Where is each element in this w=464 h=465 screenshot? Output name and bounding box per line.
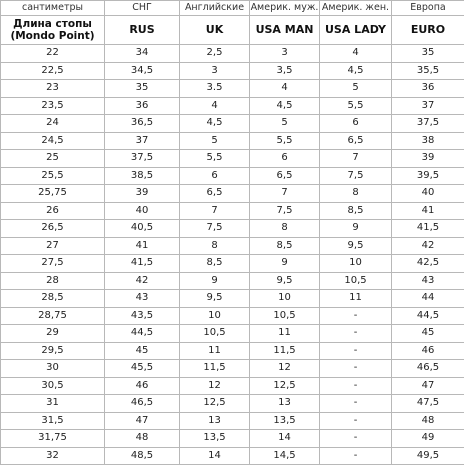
cell-usa-lady: 6: [320, 115, 392, 133]
cell-usa-man: 14: [250, 430, 320, 448]
table-row: [1, 237, 464, 255]
cell-usa-man: 11,5: [250, 342, 320, 360]
cell-cm: 24,5: [1, 132, 105, 150]
table-row: [1, 202, 464, 220]
cell-rus: 42: [105, 272, 180, 290]
cell-rus: 45: [105, 342, 180, 360]
cell-usa-man: 9,5: [250, 272, 320, 290]
cell-usa-man: 5,5: [250, 132, 320, 150]
cell-euro: 41,5: [392, 220, 464, 238]
cell-euro: 46: [392, 342, 464, 360]
cell-usa-lady: -: [320, 360, 392, 378]
cell-usa-man: 8,5: [250, 237, 320, 255]
table-row: [1, 360, 464, 378]
cell-rus: 36,5: [105, 115, 180, 133]
subheader-rus: RUS: [105, 16, 180, 45]
table-row: [1, 447, 464, 465]
subheader-row: [1, 16, 464, 45]
cell-uk: 12: [180, 377, 250, 395]
cell-uk: 9,5: [180, 290, 250, 308]
cell-usa-lady: 7: [320, 150, 392, 168]
cell-cm: 25,75: [1, 185, 105, 203]
cell-uk: 3: [180, 62, 250, 80]
cell-usa-lady: 8,5: [320, 202, 392, 220]
cell-rus: 44,5: [105, 325, 180, 343]
cell-rus: 48: [105, 430, 180, 448]
cell-usa-man: 10,5: [250, 307, 320, 325]
subheader-usa-lady: USA LADY: [320, 16, 392, 45]
table-row: [1, 272, 464, 290]
cell-cm: 32: [1, 447, 105, 465]
cell-rus: 36: [105, 97, 180, 115]
cell-euro: 38: [392, 132, 464, 150]
cell-uk: 10,5: [180, 325, 250, 343]
cell-rus: 46,5: [105, 395, 180, 413]
subheader-foot-length: [1, 16, 105, 45]
table-row: [1, 97, 464, 115]
cell-uk: 4,5: [180, 115, 250, 133]
cell-cm: 25,5: [1, 167, 105, 185]
cell-uk: 13,5: [180, 430, 250, 448]
cell-rus: 47: [105, 412, 180, 430]
cell-usa-lady: 5: [320, 80, 392, 98]
cell-usa-man: 13: [250, 395, 320, 413]
table-row: [1, 220, 464, 238]
cell-uk: 4: [180, 97, 250, 115]
header-us-women: Америк. жен.: [320, 1, 392, 16]
cell-euro: 41: [392, 202, 464, 220]
cell-usa-man: 4,5: [250, 97, 320, 115]
table-row: [1, 395, 464, 413]
cell-usa-lady: -: [320, 430, 392, 448]
cell-cm: 25: [1, 150, 105, 168]
cell-usa-lady: 4: [320, 45, 392, 63]
cell-usa-lady: 9: [320, 220, 392, 238]
cell-euro: 47,5: [392, 395, 464, 413]
cell-rus: 41: [105, 237, 180, 255]
cell-euro: 49: [392, 430, 464, 448]
cell-cm: 27: [1, 237, 105, 255]
subheader-usa-man: USA MAN: [250, 16, 320, 45]
table-row: [1, 115, 464, 133]
table-row: [1, 132, 464, 150]
cell-rus: 38,5: [105, 167, 180, 185]
cell-cm: 23,5: [1, 97, 105, 115]
cell-usa-lady: -: [320, 447, 392, 465]
cell-usa-lady: 5,5: [320, 97, 392, 115]
cell-usa-lady: 8: [320, 185, 392, 203]
cell-rus: 40,5: [105, 220, 180, 238]
cell-usa-man: 6: [250, 150, 320, 168]
cell-usa-lady: 11: [320, 290, 392, 308]
header-centimeters: сантиметры: [1, 1, 105, 16]
table-row: [1, 412, 464, 430]
cell-uk: 8,5: [180, 255, 250, 273]
header-english: Английские: [180, 1, 250, 16]
cell-rus: 34: [105, 45, 180, 63]
subheader-foot-length-line2: (Mondo Point): [1, 30, 104, 42]
table-row: [1, 377, 464, 395]
cell-usa-man: 13,5: [250, 412, 320, 430]
cell-euro: 43: [392, 272, 464, 290]
cell-uk: 7,5: [180, 220, 250, 238]
table-row: [1, 185, 464, 203]
cell-usa-lady: -: [320, 307, 392, 325]
table-row: [1, 290, 464, 308]
cell-rus: 40: [105, 202, 180, 220]
header-europe: Европа: [392, 1, 464, 16]
cell-cm: 30,5: [1, 377, 105, 395]
cell-uk: 3.5: [180, 80, 250, 98]
cell-cm: 26: [1, 202, 105, 220]
cell-usa-man: 14,5: [250, 447, 320, 465]
cell-euro: 44,5: [392, 307, 464, 325]
cell-usa-man: 3,5: [250, 62, 320, 80]
cell-uk: 7: [180, 202, 250, 220]
cell-usa-man: 5: [250, 115, 320, 133]
cell-uk: 8: [180, 237, 250, 255]
cell-usa-lady: 7,5: [320, 167, 392, 185]
cell-euro: 35,5: [392, 62, 464, 80]
cell-euro: 39,5: [392, 167, 464, 185]
cell-usa-lady: 10: [320, 255, 392, 273]
cell-usa-man: 9: [250, 255, 320, 273]
cell-euro: 46,5: [392, 360, 464, 378]
cell-usa-man: 7,5: [250, 202, 320, 220]
cell-uk: 11: [180, 342, 250, 360]
cell-euro: 39: [392, 150, 464, 168]
table-row: [1, 307, 464, 325]
header-us-men: Америк. муж.: [250, 1, 320, 16]
cell-euro: 36: [392, 80, 464, 98]
cell-rus: 41,5: [105, 255, 180, 273]
subheader-uk: UK: [180, 16, 250, 45]
cell-uk: 11,5: [180, 360, 250, 378]
cell-uk: 2,5: [180, 45, 250, 63]
cell-uk: 13: [180, 412, 250, 430]
subheader-euro: EURO: [392, 16, 464, 45]
cell-rus: 48,5: [105, 447, 180, 465]
cell-cm: 31: [1, 395, 105, 413]
cell-cm: 27,5: [1, 255, 105, 273]
cell-euro: 37: [392, 97, 464, 115]
cell-cm: 24: [1, 115, 105, 133]
cell-usa-man: 4: [250, 80, 320, 98]
cell-cm: 31,75: [1, 430, 105, 448]
subheader-foot-length-line1: Длина стопы: [1, 18, 104, 30]
cell-uk: 6: [180, 167, 250, 185]
cell-uk: 5,5: [180, 150, 250, 168]
cell-rus: 43,5: [105, 307, 180, 325]
cell-rus: 43: [105, 290, 180, 308]
cell-rus: 35: [105, 80, 180, 98]
cell-cm: 28,75: [1, 307, 105, 325]
cell-usa-man: 10: [250, 290, 320, 308]
cell-usa-man: 12: [250, 360, 320, 378]
table-body: [1, 1, 464, 465]
cell-cm: 31,5: [1, 412, 105, 430]
cell-euro: 37,5: [392, 115, 464, 133]
cell-cm: 22: [1, 45, 105, 63]
cell-usa-man: 11: [250, 325, 320, 343]
table-row: [1, 62, 464, 80]
cell-euro: 49,5: [392, 447, 464, 465]
cell-euro: 48: [392, 412, 464, 430]
cell-euro: 47: [392, 377, 464, 395]
cell-uk: 10: [180, 307, 250, 325]
table-row: [1, 342, 464, 360]
cell-rus: 39: [105, 185, 180, 203]
cell-usa-lady: 6,5: [320, 132, 392, 150]
table-row: [1, 255, 464, 273]
cell-uk: 12,5: [180, 395, 250, 413]
cell-cm: 29: [1, 325, 105, 343]
cell-usa-lady: -: [320, 342, 392, 360]
cell-usa-lady: -: [320, 377, 392, 395]
cell-cm: 28: [1, 272, 105, 290]
table-row: [1, 325, 464, 343]
cell-euro: 42: [392, 237, 464, 255]
header-row: [1, 1, 464, 16]
cell-euro: 42,5: [392, 255, 464, 273]
cell-usa-lady: -: [320, 412, 392, 430]
cell-usa-man: 7: [250, 185, 320, 203]
cell-uk: 5: [180, 132, 250, 150]
cell-uk: 14: [180, 447, 250, 465]
cell-euro: 44: [392, 290, 464, 308]
cell-uk: 9: [180, 272, 250, 290]
cell-usa-lady: 9,5: [320, 237, 392, 255]
cell-cm: 29,5: [1, 342, 105, 360]
table-row: [1, 430, 464, 448]
cell-usa-lady: 4,5: [320, 62, 392, 80]
cell-rus: 37,5: [105, 150, 180, 168]
cell-usa-man: 12,5: [250, 377, 320, 395]
cell-euro: 40: [392, 185, 464, 203]
cell-cm: 26,5: [1, 220, 105, 238]
cell-rus: 34,5: [105, 62, 180, 80]
header-cis: СНГ: [105, 1, 180, 16]
cell-euro: 35: [392, 45, 464, 63]
table-row: [1, 45, 464, 63]
table-row: [1, 167, 464, 185]
cell-euro: 45: [392, 325, 464, 343]
cell-cm: 23: [1, 80, 105, 98]
cell-cm: 22,5: [1, 62, 105, 80]
cell-usa-man: 8: [250, 220, 320, 238]
cell-usa-man: 6,5: [250, 167, 320, 185]
cell-usa-lady: -: [320, 395, 392, 413]
cell-usa-man: 3: [250, 45, 320, 63]
cell-uk: 6,5: [180, 185, 250, 203]
cell-usa-lady: -: [320, 325, 392, 343]
cell-rus: 37: [105, 132, 180, 150]
cell-rus: 45,5: [105, 360, 180, 378]
cell-usa-lady: 10,5: [320, 272, 392, 290]
cell-rus: 46: [105, 377, 180, 395]
cell-cm: 28,5: [1, 290, 105, 308]
cell-cm: 30: [1, 360, 105, 378]
table-row: [1, 80, 464, 98]
table-row: [1, 150, 464, 168]
